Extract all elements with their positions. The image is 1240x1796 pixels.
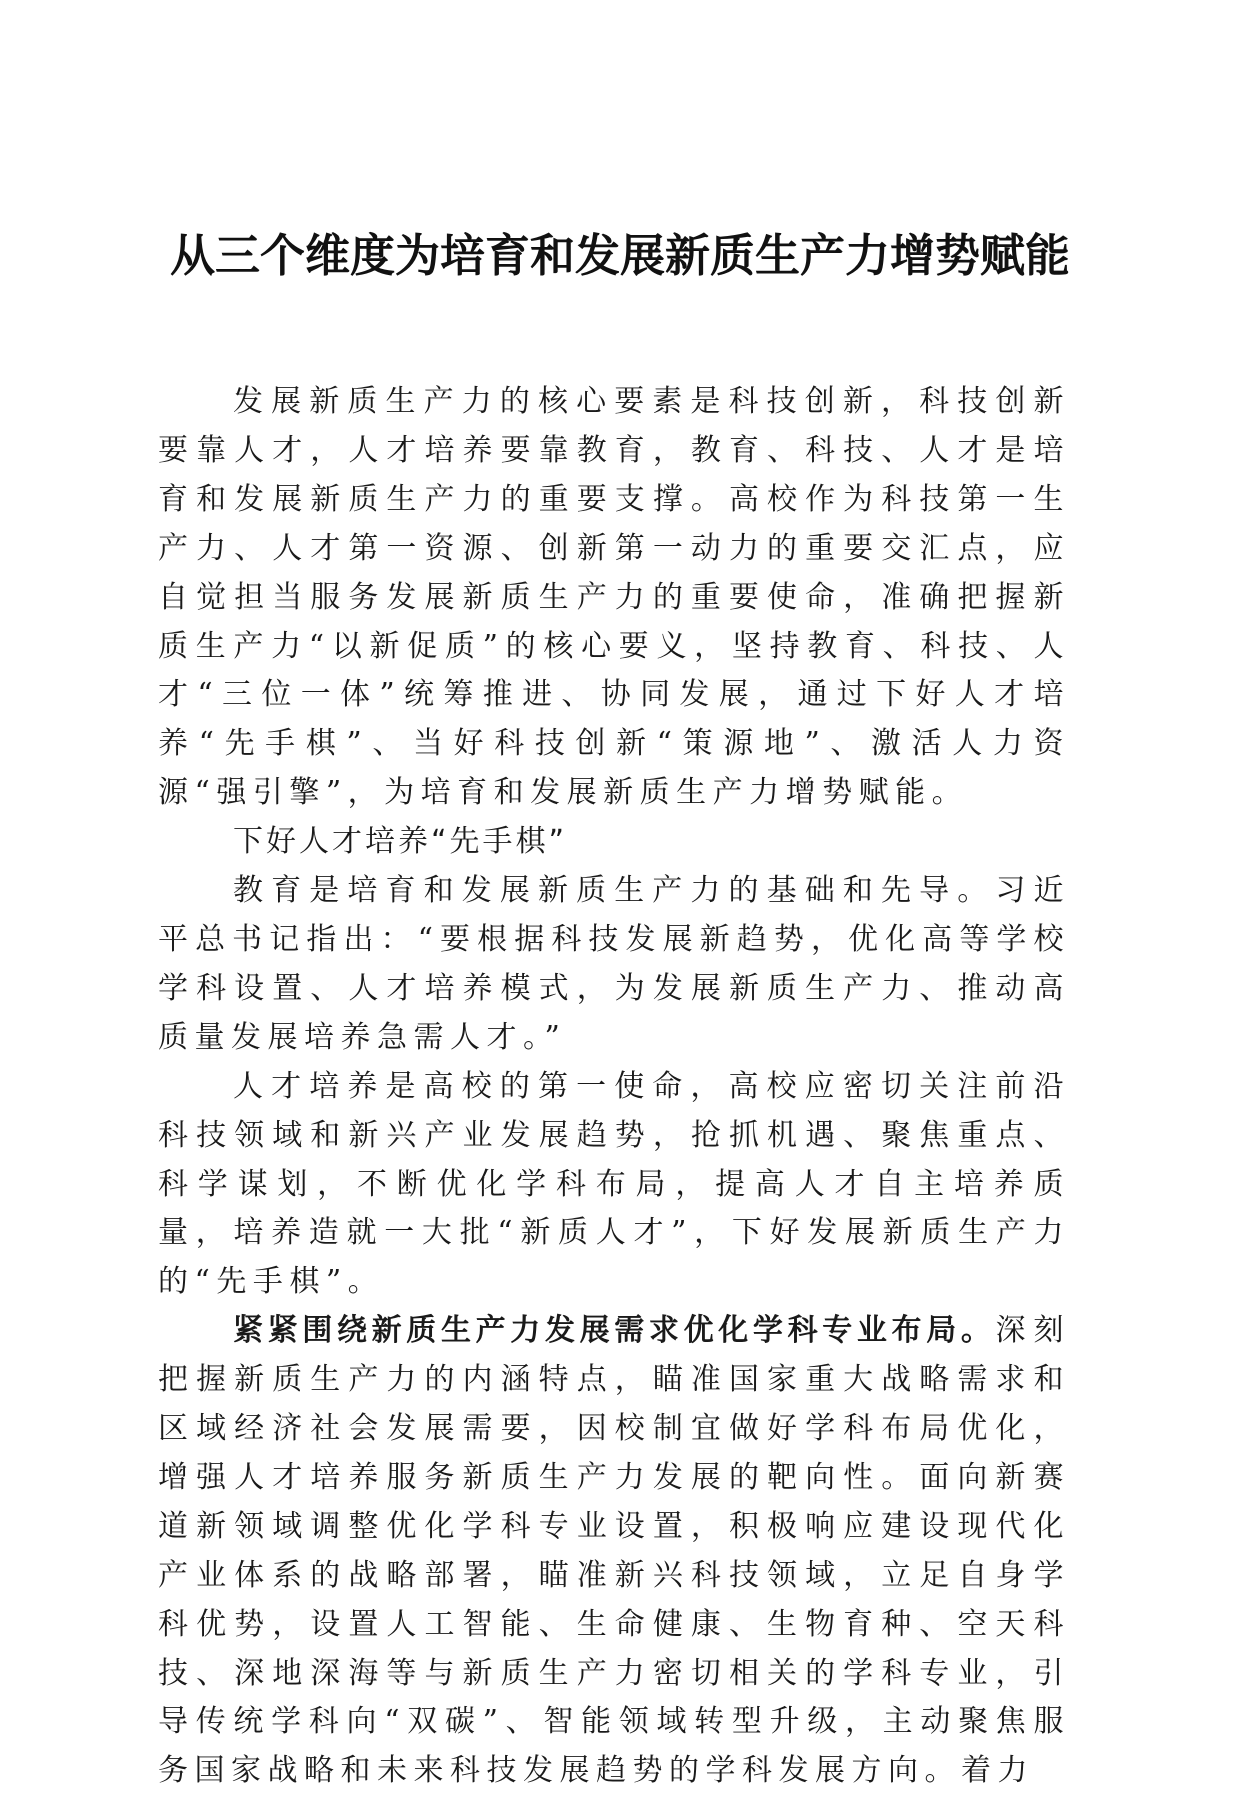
article-body xyxy=(158,378,1070,1796)
paragraph-talent-mission: 人才培养是高校的第一使命，高校应密切关注前沿科技领域和新兴产业发展趋势，抢抓机遇、聚焦重点、科学谋划，不断优化学科布局，提高人才自主培养质量，培养造就一大批“新质人才”，下好发展新质生产力的“先手棋”。 xyxy=(158,1068,1070,1300)
paragraph-discipline-body: 深刻把握新质生产力的内涵特点，瞄准国家重大战略需求和区域经济社会发展需要，因校制宜做好学科布局优化，增强人才培养服务新质生产力发展的靶向性。面向新赛道新领域调整优化学科专业设置，积极响应建设现代化产业体系的战略部署，瞄准新兴科技领域，立足自身学科优势，设置人工智能、生命健康、生物育种、空天科技、深地深海等与新质生产力密切相关的学科专业，引导传统学科向“双碳”、智能领域转型升级，主动聚焦服务国家战略和未来科技发展趋势的学科发展方向。着力 xyxy=(158,1313,1071,1789)
page-title: 从三个维度为培育和发展新质生产力增势赋能 xyxy=(169,229,1070,282)
section-heading-talent-training: 下好人才培养“先手棋” xyxy=(233,824,568,860)
paragraph-discipline-layout xyxy=(158,1307,1070,1796)
paragraph-education-foundation: 教育是培育和发展新质生产力的基础和先导。习近平总书记指出：“要根据科技发展新趋势，优化高等学校学科设置、人才培养模式，为发展新质生产力、推动高质量发展培养急需人才。” xyxy=(158,873,1070,1055)
paragraph-bold-lead: 紧紧围绕新质生产力发展需求优化学科专业布局。 xyxy=(233,1313,996,1349)
paragraph-intro: 发展新质生产力的核心要素是科技创新，科技创新要靠人才，人才培养要靠教育，教育、科技、人才是培育和发展新质生产力的重要支撑。高校作为科技第一生产力、人才第一资源、创新第一动力的重要交汇点，应自觉担当服务发展新质生产力的重要使命，准确把握新质生产力“以新促质”的核心要义，坚持教育、科技、人才“三位一体”统筹推进、协同发展，通过下好人才培养“先手棋”、当好科技创新“策源地”、激活人力资源“强引擎”，为培育和发展新质生产力增势赋能。 xyxy=(158,384,1070,811)
